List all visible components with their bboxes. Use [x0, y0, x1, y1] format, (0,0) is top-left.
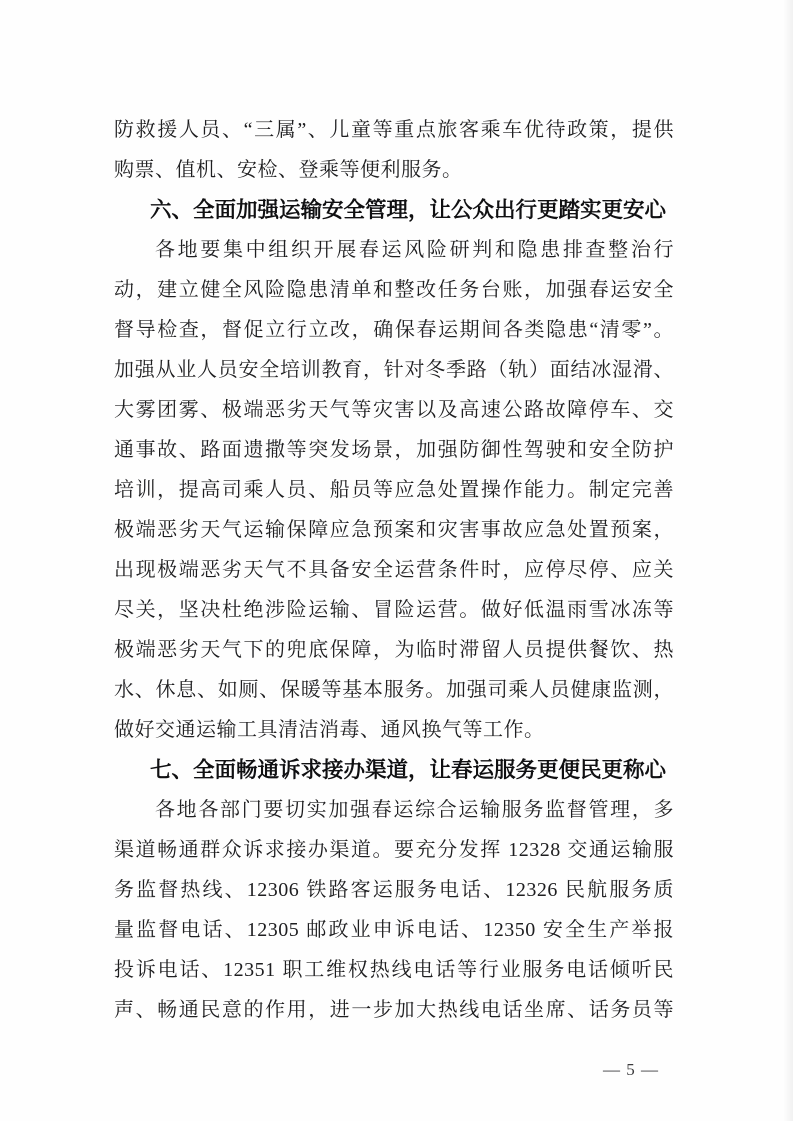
body-text-line: 各地要集中组织开展春运风险研判和隐患排查整治行	[155, 239, 674, 261]
body-text-line: 通事故、路面遗撒等突发场景，加强防御性驾驶和安全防护	[114, 439, 674, 461]
body-text-line: 务监督热线、12306 铁路客运服务电话、12326 民航服务质	[114, 879, 674, 901]
section-heading: 七、全面畅通诉求接办渠道，让春运服务更便民更称心	[150, 758, 667, 782]
body-text-line: 声、畅通民意的作用，进一步加大热线电话坐席、话务员等	[114, 999, 674, 1021]
body-text-line: 督导检查，督促立行立改，确保春运期间各类隐患“清零”。	[114, 319, 674, 341]
body-text-line: 出现极端恶劣天气不具备安全运营条件时，应停尽停、应关	[114, 559, 674, 581]
body-text-line: 加强从业人员安全培训教育，针对冬季路（轨）面结冰湿滑、	[114, 359, 674, 381]
body-text-line: 做好交通运输工具清洁消毒、通风换气等工作。	[114, 719, 545, 741]
body-text-line: 渠道畅通群众诉求接办渠道。要充分发挥 12328 交通运输服	[114, 839, 674, 861]
body-text-line: 投诉电话、12351 职工维权热线电话等行业服务电话倾听民	[114, 959, 674, 981]
body-text-line: 尽关，坚决杜绝涉险运输、冒险运营。做好低温雨雪冰冻等	[114, 599, 674, 621]
body-text-line: 各地各部门要切实加强春运综合运输服务监督管理，多	[155, 799, 674, 821]
body-text-line: 水、休息、如厕、保暖等基本服务。加强司乘人员健康监测，	[114, 679, 674, 701]
body-text-line: 培训，提高司乘人员、船员等应急处置操作能力。制定完善	[114, 479, 674, 501]
section-heading: 六、全面加强运输安全管理，让公众出行更踏实更安心	[150, 198, 667, 222]
text-column	[114, 110, 674, 1030]
body-text-line: 量监督电话、12305 邮政业申诉电话、12350 安全生产举报	[114, 919, 674, 941]
body-text-line: 购票、值机、安检、登乘等便利服务。	[114, 159, 463, 181]
body-text-line: 极端恶劣天气下的兜底保障，为临时滞留人员提供餐饮、热	[114, 639, 674, 661]
body-text-line: 防救援人员、“三属”、儿童等重点旅客乘车优待政策，提供	[114, 119, 674, 141]
page-number: — 5 —	[603, 1060, 659, 1079]
body-text-line: 大雾团雾、极端恶劣天气等灾害以及高速公路故障停车、交	[114, 399, 674, 421]
body-text-line: 极端恶劣天气运输保障应急预案和灾害事故应急处置预案，	[114, 519, 674, 541]
body-text-line: 动，建立健全风险隐患清单和整改任务台账，加强春运安全	[114, 279, 674, 301]
